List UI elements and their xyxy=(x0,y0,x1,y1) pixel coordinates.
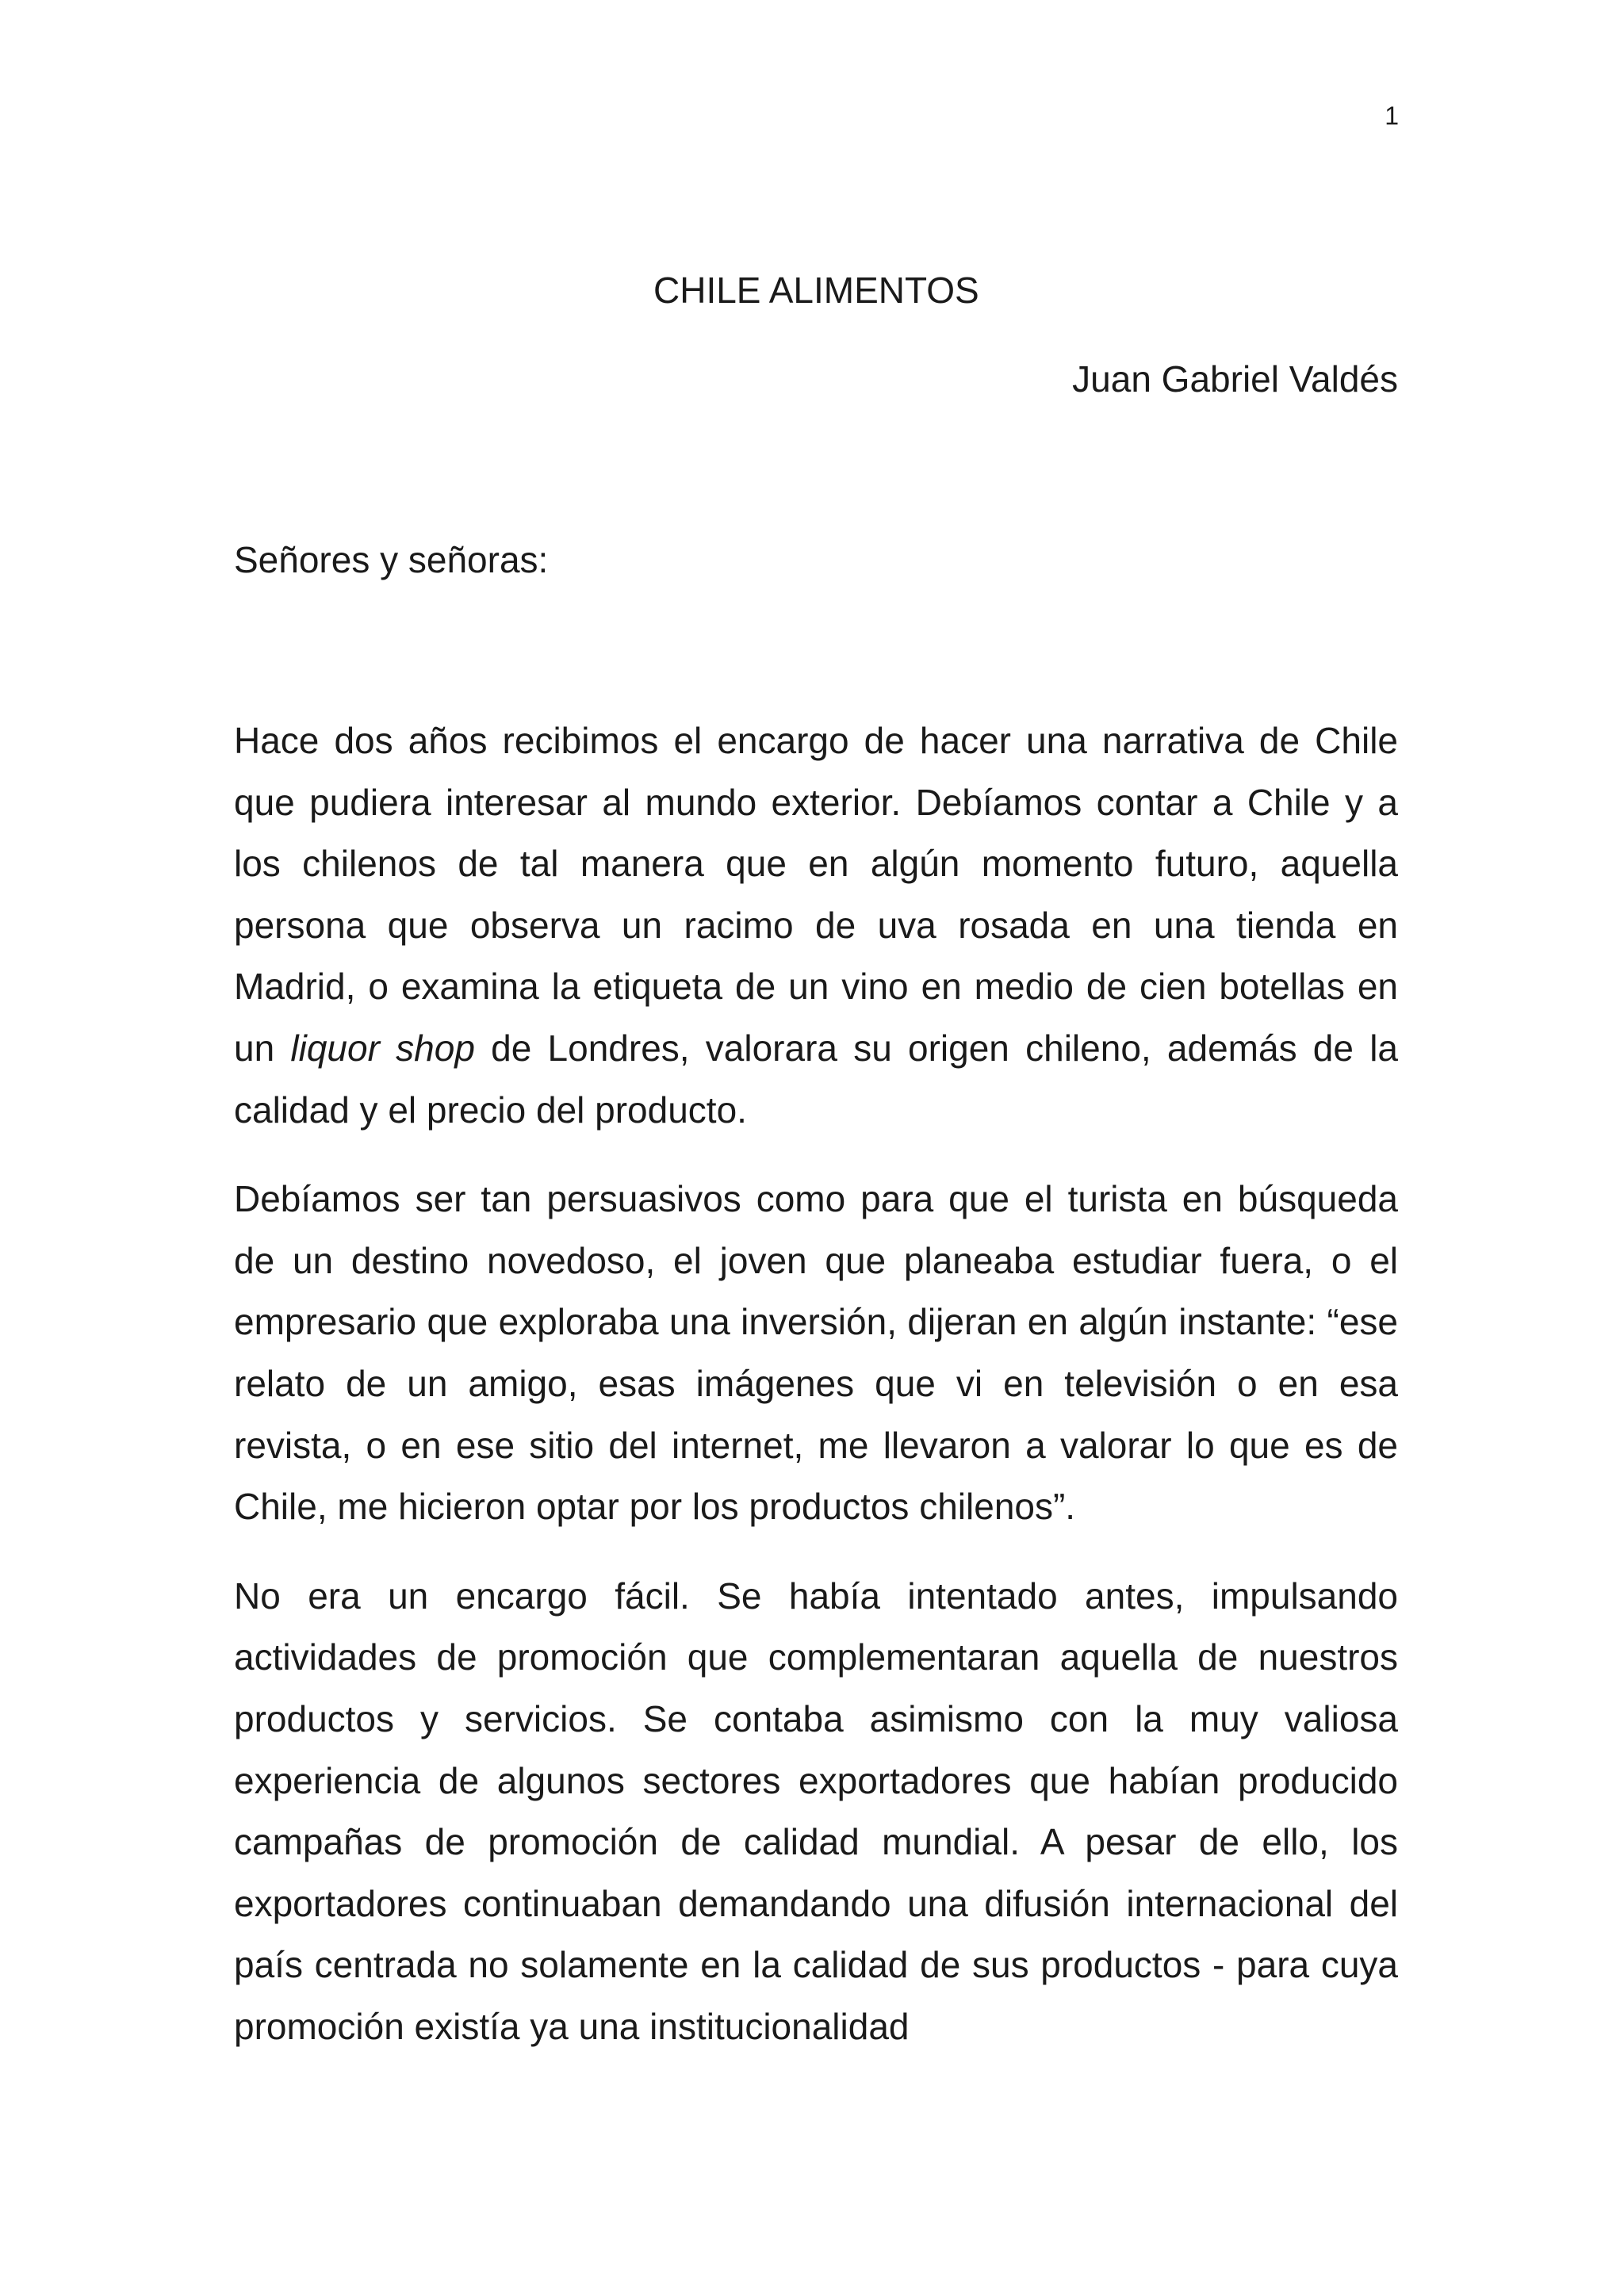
paragraph-3 xyxy=(234,1566,1398,2058)
paragraph-2 xyxy=(234,1169,1398,1538)
body-text xyxy=(234,710,1398,2085)
paragraph-2-text: Debíamos ser tan persuasivos como para que el turista en búsqueda de un destino novedoso, el joven que planeaba estudiar fuera, o el empresario que exploraba una inversión, dijeran en algún instante: “ese relato de un amigo, esas imágenes que vi en televisión o en esa revista, o en ese sitio del internet, me llevaron a valorar lo que es de Chile, me hicieron optar por los productos chilenos”. xyxy=(234,1178,1398,1528)
paragraph-3-text: No era un encargo fácil. Se había intentado antes, impulsando actividades de promoción que complementaran aquella de nuestros productos y servicios. Se contaba asimismo con la muy valiosa experiencia de algunos sectores exportadores que habían producido campañas de promoción de calidad mundial. A pesar de ello, los exportadores continuaban demandando una difusión internacional del país centrada no solamente en la calidad de sus productos - para cuya promoción existía ya una institucionalidad xyxy=(234,1575,1398,2047)
document-title: CHILE ALIMENTOS xyxy=(653,270,979,311)
author-name: Juan Gabriel Valdés xyxy=(1072,358,1398,400)
salutation: Señores y señoras: xyxy=(234,539,549,580)
page-number: 1 xyxy=(1385,101,1399,130)
paragraph-1 xyxy=(234,710,1398,1141)
paragraph-1-text-after: de Londres, valorara su origen chileno, además de la calidad y el precio del producto. xyxy=(234,1027,1398,1131)
paragraph-1-italic-phrase: liquor shop xyxy=(290,1027,475,1069)
paragraph-1-text-before: Hace dos años recibimos el encargo de hacer una narrativa de Chile que pudiera interesar al mundo exterior. Debíamos contar a Chile y a los chilenos de tal manera que en algún momento futuro, aquella persona que observa un racimo de uva rosada en una tienda en Madrid, o examina la etiqueta de un vino en medio de cien botellas en un xyxy=(234,720,1398,1069)
